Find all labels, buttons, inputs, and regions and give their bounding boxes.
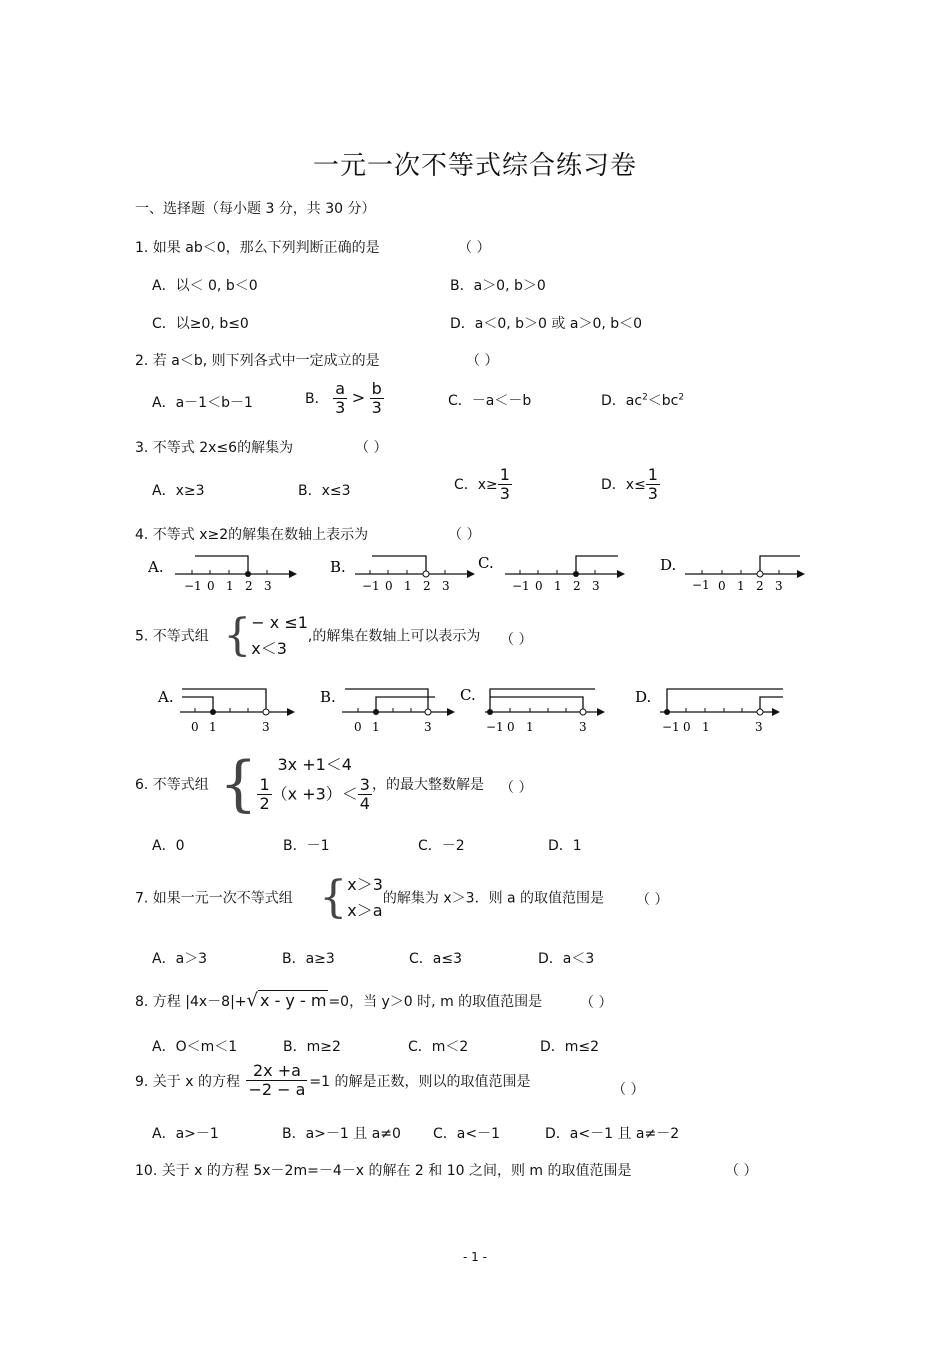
svg-text:−1: −1 — [362, 579, 380, 593]
q2-option-b — [305, 380, 384, 418]
q7-system: x＞3 x＞a — [347, 875, 383, 920]
q4-label-b: B. — [330, 558, 346, 576]
q9-fraction: $\frac{2x +a}{-2 - a}$ — [248, 1061, 306, 1100]
q3-c-fraction: $\frac{1}{3}$ — [499, 465, 510, 504]
svg-text:1: 1 — [209, 720, 217, 734]
q3-paren: （ ） — [355, 440, 388, 456]
q6-row — [135, 749, 484, 819]
q5-row — [135, 610, 480, 661]
page-title: 一元一次不等式综合练习卷 — [312, 151, 637, 181]
q3-option-b: B．x≤3 — [298, 483, 351, 499]
svg-text:1: 1 — [702, 720, 710, 734]
q4-label-c: C. — [478, 554, 494, 572]
q6-tail: ，的最大整数解是 — [371, 777, 484, 793]
svg-text:0: 0 — [718, 579, 726, 593]
q5-label-d: D. — [635, 688, 652, 706]
svg-text:1: 1 — [226, 579, 234, 593]
q4-line-a — [147, 556, 297, 593]
q1-option-c: C．以≥0, b≤0 — [152, 316, 249, 332]
q9-option-c: C．a<－1 — [433, 1126, 500, 1142]
svg-text:0: 0 — [207, 579, 215, 593]
svg-text:3: 3 — [424, 720, 432, 734]
q5-line-a — [157, 688, 295, 734]
svg-text:−1: −1 — [512, 579, 530, 593]
page-number: - 1 - — [463, 1250, 487, 1264]
q1-paren: （ ） — [458, 240, 491, 256]
q7-option-a: A．a＞3 — [152, 951, 208, 967]
svg-text:1: 1 — [737, 579, 745, 593]
q5-tail: ,的解集在数轴上可以表示为 — [307, 628, 481, 645]
q5-label-a: A. — [158, 688, 174, 706]
q6-brace: { — [219, 749, 258, 819]
q8-option-a: A．O＜m＜1 — [152, 1039, 238, 1055]
svg-text:2: 2 — [245, 579, 253, 593]
q5-label-c: C. — [460, 686, 476, 704]
section-heading: 一、选择题（每小题 3 分，共 30 分） — [135, 201, 376, 217]
q6-option-b: B．－1 — [283, 838, 330, 854]
q8-tail: =0，当 y＞0 时, m 的取值范围是 — [328, 994, 543, 1010]
q2-fraction-b-over-3: $\frac{b}{3}$ — [371, 379, 382, 418]
q7-paren: （ ） — [636, 892, 669, 908]
svg-text:−1: −1 — [486, 720, 504, 734]
q5-line-b — [320, 688, 455, 734]
q8-option-b: B．m≥2 — [283, 1039, 341, 1055]
svg-text:3: 3 — [442, 579, 450, 593]
q5-number-lines — [150, 680, 800, 740]
q9-tail: =1 的解是正数，则以的取值范围是 — [309, 1073, 531, 1090]
q8-radical-sign: √ — [246, 990, 259, 1011]
q5-system: − x ≤1 x＜3 — [251, 613, 308, 658]
q3-stem: 3. 不等式 2x≤6的解集为 — [135, 440, 294, 456]
q4-line-d — [660, 556, 805, 593]
q4-line-b — [330, 556, 475, 593]
q4-paren: （ ） — [448, 527, 481, 543]
q5-line-c — [460, 686, 605, 734]
q4-stem: 4. 不等式 x≥2的解集在数轴上表示为 — [135, 527, 369, 543]
q1-option-a: A．以＜ 0, b＜0 — [152, 278, 258, 294]
q4-number-lines — [140, 545, 820, 595]
svg-text:1: 1 — [554, 579, 562, 593]
q2-greater-sign: > — [351, 387, 366, 407]
q2-paren: （ ） — [466, 353, 499, 369]
q3-option-d: D．x≤ $\frac{1}{3}$ — [601, 465, 658, 504]
svg-text:0: 0 — [191, 720, 199, 734]
q5-paren: （ ） — [500, 632, 533, 648]
q8-radicand: x - y - m — [260, 991, 327, 1010]
q9-stem: 9. 关于 x 的方程 — [135, 1073, 240, 1090]
q7-row — [135, 872, 604, 923]
q6-option-d: D．1 — [548, 838, 582, 854]
svg-text:2: 2 — [573, 579, 581, 593]
q6-paren: （ ） — [500, 780, 533, 796]
q5-brace: { — [223, 609, 252, 661]
q2-stem: 2. 若 a＜b, 则下列各式中一定成立的是 — [135, 353, 380, 369]
svg-text:1: 1 — [526, 720, 534, 734]
svg-text:0: 0 — [507, 720, 515, 734]
svg-text:3: 3 — [755, 720, 763, 734]
q8-option-c: C．m＜2 — [408, 1039, 469, 1055]
q9-row — [135, 1062, 531, 1100]
q1-option-b: B．a＞0, b＞0 — [450, 278, 546, 294]
svg-text:2: 2 — [756, 579, 764, 593]
q6-option-a: A．0 — [152, 838, 185, 854]
svg-text:1: 1 — [372, 720, 380, 734]
q6-option-c: C．－2 — [418, 838, 465, 854]
svg-text:1: 1 — [404, 579, 412, 593]
q2-option-c: C．－a＜－b — [448, 393, 532, 409]
q7-option-d: D．a＜3 — [538, 951, 595, 967]
q1-option-d: D．a＜0, b＞0 或 a＞0, b＜0 — [450, 316, 643, 332]
q4-label-d: D. — [660, 556, 677, 574]
q2-option-b-label: B． — [305, 390, 329, 407]
q3-option-c: C．x≥ $\frac{1}{3}$ — [454, 465, 510, 504]
q6-system: 3x +1＜4 $\frac{1}{2}$ （x +3）＜ $\frac{3}{4}$ — [259, 754, 370, 813]
q6-stem: 6. 不等式组 — [135, 777, 209, 793]
q5-line-d — [635, 688, 783, 734]
svg-text:3: 3 — [264, 579, 272, 593]
q7-option-c: C．a≤3 — [409, 951, 462, 967]
svg-text:−1: −1 — [184, 579, 202, 593]
svg-text:0: 0 — [683, 720, 691, 734]
q7-tail: 的解集为 x＞3．则 a 的取值范围是 — [382, 890, 605, 907]
svg-text:−1: −1 — [692, 578, 710, 592]
q3-option-a: A．x≥3 — [152, 483, 205, 499]
q7-stem: 7. 如果一元一次不等式组 — [135, 890, 293, 907]
q6-half-fraction: $\frac{1}{2}$ — [259, 774, 270, 813]
svg-text:0: 0 — [535, 579, 543, 593]
q2-option-d: D．$ac^2<bc^2$ — [601, 392, 685, 409]
svg-text:−1: −1 — [662, 720, 680, 734]
svg-text:3: 3 — [579, 720, 587, 734]
svg-text:2: 2 — [423, 579, 431, 593]
q7-option-b: B．a≥3 — [282, 951, 335, 967]
q5-stem: 5. 不等式组 — [135, 628, 209, 645]
q9-option-d: D．a<－1 且 a≠－2 — [545, 1126, 680, 1142]
svg-text:0: 0 — [385, 579, 393, 593]
q9-option-b: B．a>－1 且 a≠0 — [282, 1126, 401, 1142]
q4-label-a: A. — [148, 558, 164, 576]
q7-brace: { — [319, 871, 348, 923]
svg-text:0: 0 — [354, 720, 362, 734]
q9-paren: （ ） — [612, 1082, 645, 1098]
q2-fraction-a-over-3: $\frac{a}{3}$ — [335, 379, 346, 418]
q8-stem: 8. 方程 |4x－8|+ — [135, 994, 247, 1010]
svg-text:3: 3 — [262, 720, 270, 734]
q8-paren: （ ） — [580, 995, 613, 1011]
q4-line-c — [478, 554, 625, 593]
svg-text:3: 3 — [775, 579, 783, 593]
q1-stem: 1. 如果 ab＜0，那么下列判断正确的是 — [135, 240, 380, 256]
svg-text:3: 3 — [592, 579, 600, 593]
q2-option-a: A．a－1＜b－1 — [152, 395, 253, 411]
q8-option-d: D．m≤2 — [540, 1039, 600, 1055]
q6-three-quarter-fraction: $\frac{3}{4}$ — [359, 774, 370, 813]
q5-label-b: B. — [320, 688, 336, 706]
q10-paren: （ ） — [725, 1163, 758, 1179]
q9-option-a: A．a>－1 — [152, 1126, 219, 1142]
q8-row — [135, 990, 542, 1011]
q10-stem: 10. 关于 x 的方程 5x－2m=－4－x 的解在 2 和 10 之间，则 m 的取值范围是 — [135, 1163, 632, 1179]
q3-d-fraction: $\frac{1}{3}$ — [647, 465, 658, 504]
